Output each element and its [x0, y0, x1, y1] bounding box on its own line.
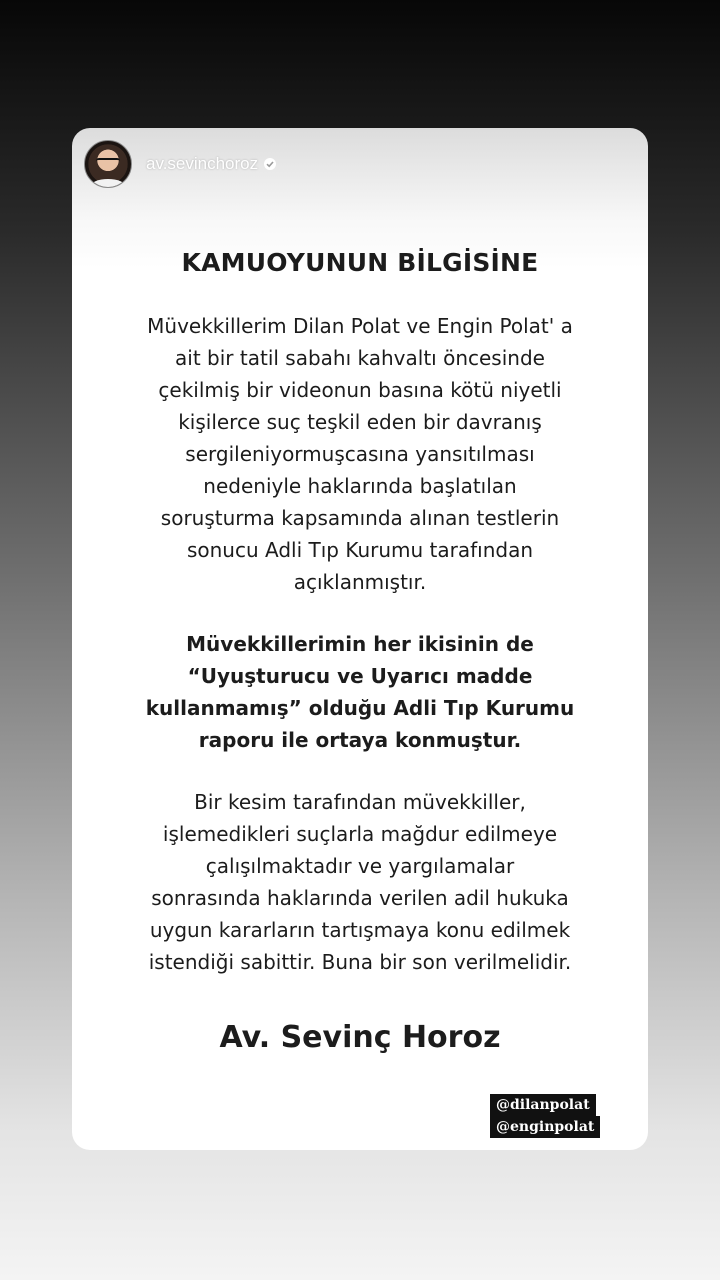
username[interactable]: av.sevinchoroz: [146, 154, 259, 173]
text-line: açıklanmıştır.: [293, 570, 427, 594]
story-header: [84, 140, 276, 188]
paragraph-2-bold: [72, 628, 648, 756]
paragraph-1: [72, 310, 648, 598]
announcement-title: KAMUOYUNUN BİLGİSİNE: [181, 248, 539, 277]
paragraph-3: [72, 786, 648, 978]
mention-tags: [490, 1094, 614, 1138]
mention-tag-dilanpolat[interactable]: @dilanpolat: [490, 1094, 596, 1116]
mention-tag-enginpolat[interactable]: @enginpolat: [490, 1116, 600, 1138]
text-line: raporu ile ortaya konmuştur.: [198, 728, 522, 752]
signature: Av. Sevinç Horoz: [219, 1020, 501, 1055]
text-line: uygun kararların tartışmaya konu edilmek: [149, 918, 571, 942]
text-line: kişilerce suç teşkil eden bir davranış: [178, 410, 542, 434]
text-line: kullanmamış” olduğu Adli Tıp Kurumu: [145, 696, 575, 720]
text-line: Bir kesim tarafından müvekkiller,: [194, 790, 526, 814]
text-line: çalışılmaktadır ve yargılamalar: [205, 854, 515, 878]
text-line: işlemedikleri suçlarla mağdur edilmeye: [162, 822, 558, 846]
text-line: sergileniyormuşcasına yansıtılması: [185, 442, 535, 466]
text-line: Müvekkillerim Dilan Polat ve Engin Polat' a: [147, 314, 573, 338]
text-line: “Uyuşturucu ve Uyarıcı madde: [187, 664, 533, 688]
story-card: [72, 128, 648, 1150]
avatar[interactable]: [84, 140, 132, 188]
text-line: sonucu Adli Tıp Kurumu tarafından: [186, 538, 534, 562]
text-line: nedeniyle haklarında başlatılan: [203, 474, 517, 498]
text-line: sonrasında haklarında verilen adil hukuka: [151, 886, 569, 910]
text-line: istendiği sabittir. Buna bir son verilmelidir.: [148, 950, 572, 974]
text-line: çekilmiş bir videonun basına kötü niyetli: [158, 378, 562, 402]
text-line: Müvekkillerimin her ikisinin de: [186, 632, 534, 656]
verified-badge-icon: [264, 158, 276, 170]
text-line: ait bir tatil sabahı kahvaltı öncesinde: [175, 346, 545, 370]
announcement: [72, 246, 648, 1058]
text-line: soruşturma kapsamında alınan testlerin: [160, 506, 560, 530]
